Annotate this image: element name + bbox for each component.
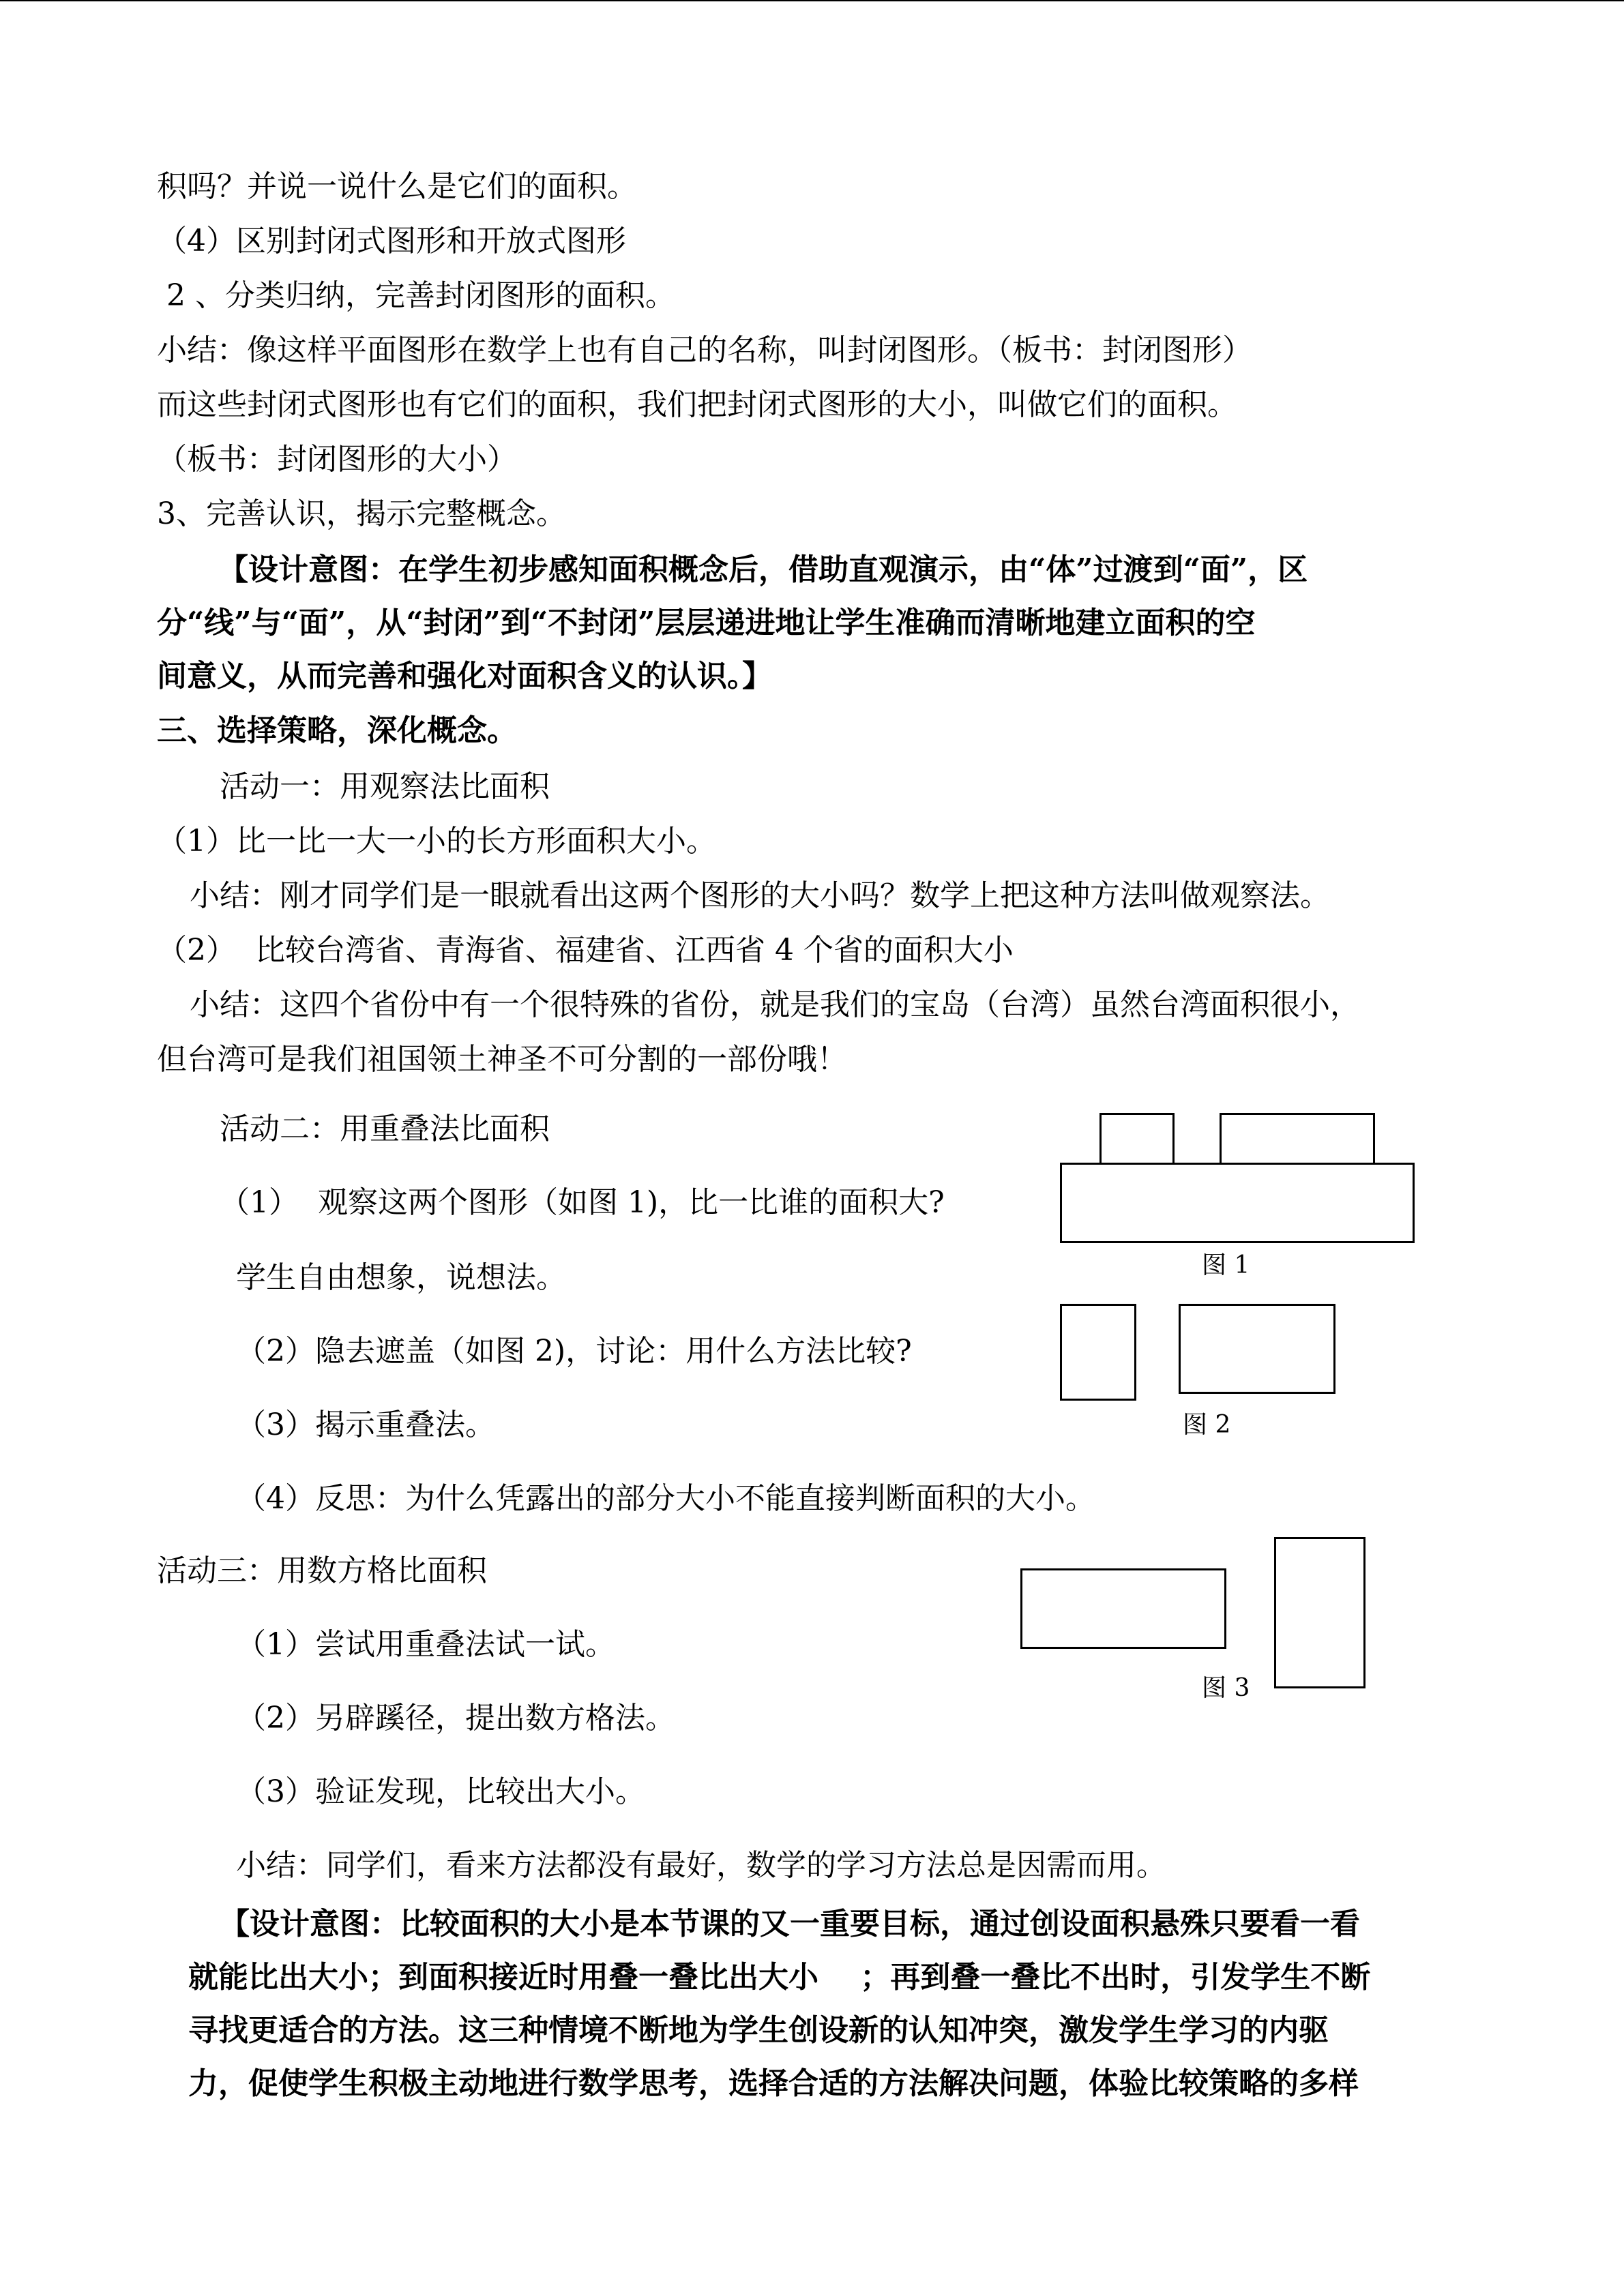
figure-1-large-rectangle [1060, 1163, 1415, 1243]
design-intent-1-line-2: 分“线”与“面”，从“封闭”到“不封闭”层层递进地让学生准确而清晰地建立面积的空 [157, 606, 1256, 640]
figure-2-wide-rectangle [1179, 1304, 1335, 1394]
figure-3-caption: 图 3 [1202, 1674, 1250, 1702]
design-intent-2-line-1: 【设计意图：比较面积的大小是本节课的又一重要目标，通过创设面积悬殊只要看一看 [220, 1907, 1360, 1941]
figure-1-small-square [1099, 1113, 1175, 1165]
activity-3-title: 活动三：用数方格比面积 [157, 1553, 487, 1588]
design-intent-2-line-4: 力，促使学生积极主动地进行数学思考，选择合适的方法解决问题，体验比较策略的多样 [188, 2066, 1359, 2101]
design-intent-2-line-3: 寻找更适合的方法。这三种情境不断地为学生创设新的认知冲突，激发学生学习的内驱 [188, 2013, 1329, 2048]
text-line-2: （4）区别封闭式图形和开放式图形 [157, 224, 626, 258]
figure-2-tall-rectangle [1060, 1304, 1136, 1401]
activity-1-line-2: （2） 比较台湾省、青海省、福建省、江西省 4 个省的面积大小 [157, 933, 1014, 968]
blackboard-note: （板书：封闭图形的大小） [157, 442, 517, 477]
activity-2-line-3: （2）隐去遮盖（如图 2)，讨论：用什么方法比较? [236, 1334, 912, 1369]
design-intent-1-line-3: 间意义，从而完善和强化对面积含义的认识。】 [157, 659, 772, 694]
activity-1-line-5: 但台湾可是我们祖国领土神圣不可分割的一部份哦！ [157, 1042, 847, 1077]
figure-3-horizontal-rectangle [1020, 1568, 1226, 1649]
activity-3-summary: 小结：同学们，看来方法都没有最好，数学的学习方法总是因需而用。 [236, 1848, 1166, 1883]
activity-3-line-2: （2）另辟蹊径，提出数方格法。 [236, 1701, 675, 1735]
text-line-7: 3、完善认识，揭示完整概念。 [157, 496, 566, 531]
text-line-1: 积吗？并说一说什么是它们的面积。 [157, 169, 637, 204]
activity-2-line-4: （3）揭示重叠法。 [236, 1407, 495, 1442]
activity-2-line-1: （1） 观察这两个图形（如图 1)，比一比谁的面积大? [220, 1185, 945, 1220]
text-line-3: 2 、分类归纳，完善封闭图形的面积。 [157, 278, 675, 313]
design-intent-1-line-1: 【设计意图：在学生初步感知面积概念后，借助直观演示，由“体”过渡到“面”，区 [218, 552, 1308, 587]
figure-1-medium-rectangle [1220, 1113, 1375, 1165]
figure-1-caption: 图 1 [1202, 1251, 1250, 1279]
summary-closed-figure: 小结：像这样平面图形在数学上也有自己的名称，叫封闭图形。（板书：封闭图形） [157, 333, 1252, 368]
figure-3-vertical-rectangle [1274, 1537, 1365, 1688]
design-intent-2-line-2: 就能比出大小；到面积接近时用叠一叠比出大小 ；再到叠一叠比不出时，引发学生不断 [188, 1960, 1371, 1995]
section-heading-3: 三、选择策略，深化概念。 [157, 713, 517, 748]
activity-3-line-3: （3）验证发现，比较出大小。 [236, 1774, 645, 1809]
activity-2-title: 活动二：用重叠法比面积 [220, 1112, 550, 1146]
activity-2-line-2: 学生自由想象，说想法。 [236, 1260, 566, 1295]
activity-2-line-5: （4）反思：为什么凭露出的部分大小不能直接判断面积的大小。 [236, 1481, 1095, 1516]
activity-3-line-1: （1）尝试用重叠法试一试。 [236, 1627, 615, 1662]
activity-1-summary-2: 小结：这四个省份中有一个很特殊的省份，就是我们的宝岛（台湾）虽然台湾面积很小， [190, 987, 1360, 1022]
activity-1-summary: 小结：刚才同学们是一眼就看出这两个图形的大小吗？数学上把这种方法叫做观察法。 [190, 878, 1330, 913]
figure-2-caption: 图 2 [1183, 1411, 1231, 1439]
activity-1-title: 活动一：用观察法比面积 [220, 769, 550, 804]
text-line-5: 而这些封闭式图形也有它们的面积，我们把封闭式图形的大小，叫做它们的面积。 [157, 387, 1237, 422]
activity-1-line-1: （1）比一比一大一小的长方形面积大小。 [157, 824, 716, 859]
